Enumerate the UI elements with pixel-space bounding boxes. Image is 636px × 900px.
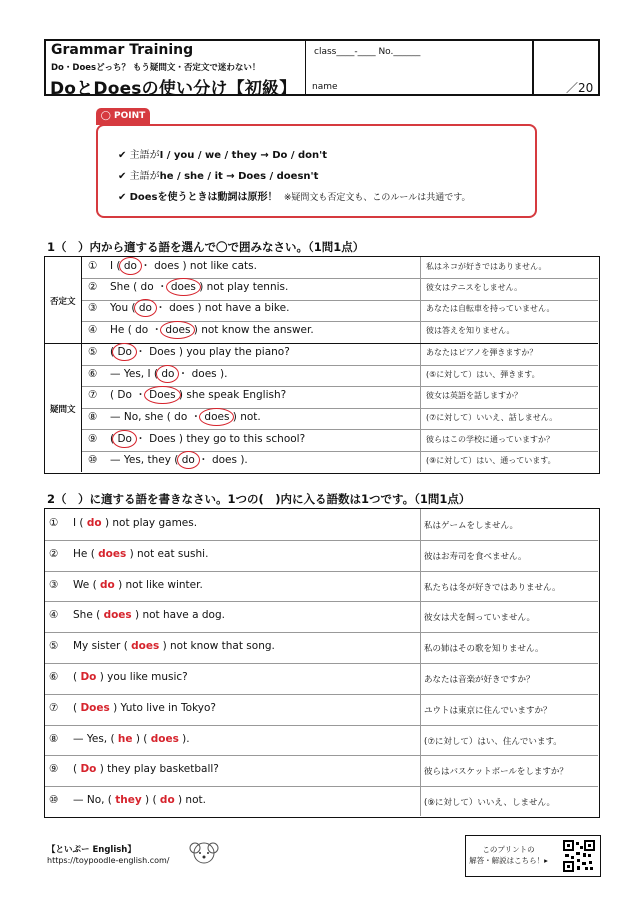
question-number: ⑩: [88, 454, 98, 466]
question-number: ⑦: [88, 389, 98, 401]
answer-qr-box[interactable]: [465, 835, 601, 877]
class-number-field: class____-____ No.______: [314, 47, 421, 57]
question-number: ⑧: [88, 411, 98, 423]
fill-question-row[interactable]: [49, 517, 197, 529]
answer-blank[interactable]: they: [115, 794, 142, 806]
question-text: (: [73, 763, 81, 775]
point-line: ✔ Doesを使うときは動詞は原形！ ※疑問文も否定文も、このルールは共通です。: [118, 192, 471, 203]
question-text: (: [73, 702, 81, 714]
question-text: ) not.: [174, 794, 206, 806]
translation: (⑤に対して）はい、弾きます。: [426, 370, 540, 379]
question-text: — Yes, (: [73, 733, 118, 745]
question-number: ④: [49, 609, 59, 621]
translation: (⑨に対して）はい、通っています。: [426, 456, 556, 465]
brand-name: 【といぷー English】: [47, 845, 136, 855]
question-number: ⑦: [49, 702, 59, 714]
circled-answer[interactable]: does: [204, 411, 229, 423]
choice-question-row[interactable]: [88, 409, 261, 424]
qr-code-icon[interactable]: [563, 840, 595, 872]
question-text: She (: [73, 609, 104, 621]
question-text: ) they play basketball?: [96, 763, 219, 775]
question-text: My sister (: [73, 640, 132, 652]
question-text: He (: [73, 548, 99, 560]
worksheet-subtitle: Do・Doesどっち？ もう疑問文・否定文で迷わない！: [51, 63, 261, 73]
answer-circle-mark: [112, 430, 137, 448]
answer-circle-mark: [156, 365, 179, 383]
question-text: ) Yuto live in Tokyo?: [109, 702, 216, 714]
circled-answer[interactable]: do: [139, 302, 152, 314]
translation: 彼女はテニスをしません。: [426, 283, 523, 292]
question-text: He ( do ・ does ) not know the answer.: [110, 324, 314, 336]
question-number: ③: [49, 579, 59, 591]
choice-question-row[interactable]: [88, 431, 305, 446]
question-text: — Yes, I ( do ・ does ).: [110, 368, 227, 380]
choice-question-row[interactable]: [88, 452, 248, 467]
answer-circle-mark: [166, 278, 201, 296]
question-number: ⑥: [49, 671, 59, 683]
circled-answer[interactable]: Do: [117, 433, 132, 445]
circled-answer[interactable]: does: [171, 281, 196, 293]
point-tag: [96, 108, 150, 125]
fill-question-row[interactable]: [49, 579, 203, 591]
answer-circle-mark: [177, 451, 200, 469]
name-field-label: name: [312, 82, 338, 92]
circled-answer[interactable]: do: [161, 368, 174, 380]
question-number: ⑩: [49, 794, 59, 806]
answer-blank[interactable]: do: [100, 579, 115, 591]
question-text: ) (: [132, 733, 148, 745]
translation: 彼女は犬を飼っていません。: [424, 613, 536, 623]
question-text: She ( do ・ does ) not play tennis.: [110, 281, 288, 293]
answer-circle-mark: [144, 386, 180, 404]
answer-circle-mark: [160, 321, 195, 339]
question-number: ⑥: [88, 368, 98, 380]
answer-circle-mark: [112, 343, 137, 361]
translation: (⑦に対して）いいえ、話しません。: [426, 413, 558, 422]
fill-question-row[interactable]: [49, 640, 275, 652]
answer-blank[interactable]: Do: [80, 671, 97, 683]
translation: 彼女は英語を話しますか？: [426, 391, 522, 400]
circled-answer[interactable]: does: [165, 324, 190, 336]
qr-caption-line1: このプリントの: [482, 845, 535, 854]
fill-question-row[interactable]: [49, 733, 190, 745]
circled-answer[interactable]: Does: [149, 389, 175, 401]
fill-question-row[interactable]: [49, 702, 216, 714]
point-line: ✔ 主語がI / you / we / they → Do / don't: [118, 150, 327, 161]
answer-blank[interactable]: Do: [80, 763, 97, 775]
translation: 彼らはバスケットボールをしますか？: [424, 767, 568, 777]
question-text: ) not eat sushi.: [126, 548, 209, 560]
answer-blank[interactable]: do: [86, 517, 102, 529]
question-text: ( Do ・ Does ) you play the piano?: [110, 346, 290, 358]
site-url[interactable]: https://toypoodle-english.com/: [47, 856, 170, 865]
translation: 彼は答えを知りません。: [426, 326, 515, 335]
translation: あなたは自転車を持っていません。: [426, 304, 555, 313]
answer-circle-mark: [199, 408, 234, 426]
question-text: ).: [178, 733, 190, 745]
choice-question-row[interactable]: [88, 300, 289, 315]
question-number: ④: [88, 324, 98, 336]
question-number: ⑨: [49, 763, 59, 775]
question-text: ( Do ・ Does ) they go to this school?: [110, 433, 305, 445]
question-number: ⑤: [88, 346, 98, 358]
fill-question-row[interactable]: [49, 763, 219, 775]
question-text: ) not have a dog.: [131, 609, 225, 621]
check-icon: ✔: [118, 171, 127, 182]
qr-caption-line2: 解答・解説はこちら！▸: [469, 856, 548, 865]
page-title: DoとDoesの使い分け【初級】: [50, 79, 297, 99]
answer-blank[interactable]: Does: [80, 702, 110, 714]
poodle-logo-icon: [186, 838, 222, 868]
question-text: (: [73, 671, 81, 683]
point-tag-label: POINT: [113, 111, 146, 121]
translation: ユウトは東京に住んでいますか？: [424, 706, 552, 716]
question-number: ①: [88, 260, 98, 272]
title-cell: [46, 41, 306, 99]
question-number: ⑧: [49, 733, 59, 745]
point-line: ✔ 主語がhe / she / it → Does / doesn't: [118, 171, 319, 182]
question-text: ) (: [141, 794, 157, 806]
choice-question-row[interactable]: [88, 258, 257, 273]
section1-heading: 1（ ）内から適する語を選んで〇で囲みなさい。（1問1点）: [47, 240, 365, 254]
question-text: I ( do ・ does ) not like cats.: [110, 260, 257, 272]
fill-question-row[interactable]: [49, 548, 208, 560]
translation: 私たちは冬が好きではありません。: [424, 583, 561, 593]
choice-question-row[interactable]: [88, 344, 290, 359]
lightbulb-icon: ◯: [100, 111, 111, 121]
worksheet-header: [44, 39, 600, 99]
point-box: [96, 124, 537, 218]
choice-question-row[interactable]: [88, 322, 314, 337]
answer-blank[interactable]: does: [150, 733, 179, 745]
translation: あなたは音楽が好きですか？: [424, 675, 535, 685]
fill-question-row[interactable]: [49, 671, 188, 683]
fill-question-row[interactable]: [49, 794, 206, 806]
score-total: ／20: [566, 81, 594, 95]
choice-question-row[interactable]: [88, 387, 286, 402]
question-text: ) you like music?: [96, 671, 188, 683]
question-number: ②: [49, 548, 59, 560]
translation: あなたはピアノを弾きますか？: [426, 348, 538, 357]
fill-question-row[interactable]: [49, 609, 225, 621]
answer-circle-mark: [134, 299, 157, 317]
category-negative: 否定文: [50, 297, 76, 307]
question-text: ) not know that song.: [159, 640, 275, 652]
translation: 私はゲームをしません。: [424, 521, 519, 531]
question-text: — No, (: [73, 794, 116, 806]
translation: 私の姉はその歌を知りません。: [424, 644, 544, 654]
question-text: ) not play games.: [101, 517, 198, 529]
answer-blank[interactable]: does: [98, 548, 127, 560]
choice-question-row[interactable]: [88, 366, 227, 381]
question-number: ⑨: [88, 433, 98, 445]
circled-answer[interactable]: Do: [117, 346, 132, 358]
worksheet-series-title: Grammar Training: [51, 42, 194, 58]
answer-blank[interactable]: do: [159, 794, 175, 806]
question-text: — Yes, they ( do ・ does ).: [110, 454, 248, 466]
translation: (⑦に対して）はい、住んでいます。: [424, 737, 562, 747]
choice-question-row[interactable]: [88, 279, 288, 294]
question-number: ②: [88, 281, 98, 293]
answer-circle-mark: [119, 257, 142, 275]
question-text: — No, she ( do ・ does ) not.: [110, 411, 261, 423]
circled-answer[interactable]: do: [124, 260, 137, 272]
translation: 彼らはこの学校に通っていますか？: [426, 435, 554, 444]
section2-heading: 2（ ）に適する語を書きなさい。1つの( )内に入る語数は1つです。（1問1点）: [47, 492, 471, 506]
question-text: ( Do ・ Does ) she speak English?: [110, 389, 286, 401]
answer-blank[interactable]: does: [103, 609, 132, 621]
check-icon: ✔: [118, 150, 127, 161]
circled-answer[interactable]: do: [182, 454, 195, 466]
translation: 彼はお寿司を食べません。: [424, 552, 527, 562]
question-text: ) not like winter.: [114, 579, 203, 591]
translation: (⑨に対して）いいえ、しません。: [424, 798, 555, 808]
question-number: ①: [49, 517, 59, 529]
category-question: 疑問文: [50, 405, 76, 415]
answer-blank[interactable]: he: [117, 733, 133, 745]
answer-blank[interactable]: does: [131, 640, 160, 652]
question-number: ③: [88, 302, 98, 314]
question-number: ⑤: [49, 640, 59, 652]
question-text: You ( do ・ does ) not have a bike.: [110, 302, 289, 314]
question-text: I (: [73, 517, 87, 529]
check-icon: ✔: [118, 192, 127, 203]
question-text: We (: [73, 579, 100, 591]
translation: 私はネコが好きではありません。: [426, 262, 547, 271]
